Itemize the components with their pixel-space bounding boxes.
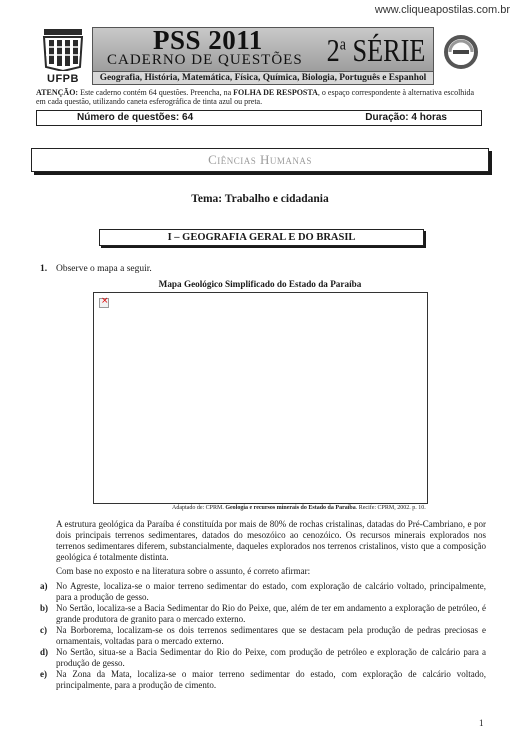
alternative-b — [40, 603, 486, 625]
alternative-c — [40, 625, 486, 647]
question-paragraph: A estrutura geológica da Paraíba é constituída por mais de 80% de rochas cristalinas, datadas do Pré-Cambriano, e por dois principais terrenos sedimentares, datados do mesozóico ao cenozóico. Os recursos minerais explorados nos terrenos sedimentares diferem, substancialmente, daqueles explorados nos terrenos cristalinos, visto que a composição geológica é totalmente distinta. — [56, 519, 486, 562]
serie-ordinal: a — [339, 34, 346, 54]
caption-bold: Geologia e recursos minerais do Estado da Paraíba — [225, 505, 356, 511]
caption-prefix: Adaptado de: CPRM. — [172, 505, 226, 511]
subsection-title: I – GEOGRAFIA GERAL E DO BRASIL — [99, 229, 424, 246]
alternative-letter: a) — [40, 581, 48, 591]
exam-duration: Duração: 4 horas — [365, 112, 447, 123]
comvest-logo-icon — [444, 35, 478, 69]
ufpb-emblem-icon — [40, 27, 86, 71]
exam-header — [36, 27, 482, 85]
alternative-letter: e) — [40, 669, 47, 679]
page-number: 1 — [479, 718, 484, 728]
question-intro: Observe o mapa a seguir. — [56, 264, 152, 274]
serie-label — [326, 32, 425, 69]
notice-label: ATENÇÃO: — [36, 88, 79, 97]
notice-text-after: , o espaço correspondente à alternativa escolhida em cada questão, utilizando caneta esferográfica de tinta azul ou preta. — [36, 88, 475, 106]
theme-title: Tema: Trabalho e cidadania — [191, 193, 329, 205]
exam-title: PSS 2011 — [153, 25, 263, 55]
serie-word: SÉRIE — [352, 32, 425, 68]
alternative-letter: d) — [40, 647, 49, 657]
disciplines-bar: Geografia, História, Matemática, Física, Química, Biologia, Português e Espanhol — [92, 71, 434, 85]
question-count: Número de questões: 64 — [77, 112, 194, 123]
map-title: Mapa Geológico Simplificado do Estado da Paraíba — [158, 279, 362, 289]
alternative-text: Na Borborema, localizam-se os dois terrenos sedimentares que se destacam pela produção de pedras preciosas e ornamentais, voltadas para o mercado externo. — [56, 625, 486, 646]
alternative-text: No Agreste, localiza-se o maior terreno sedimentar do estado, com exploração de calcário voltado, principalmente, para a produção de gesso. — [56, 581, 486, 602]
site-url[interactable]: www.cliqueapostilas.com.br — [374, 4, 510, 16]
section-title: Ciências Humanas — [208, 152, 312, 167]
broken-image-icon — [99, 298, 109, 308]
title-box — [92, 27, 434, 73]
info-bar — [36, 110, 482, 126]
section-header — [31, 148, 489, 172]
alternative-e — [40, 669, 486, 691]
ufpb-logo-text: UFPB — [47, 73, 79, 85]
alternative-letter: c) — [40, 625, 47, 635]
comvest-logo — [444, 35, 478, 69]
question-number: 1. — [40, 264, 48, 274]
exam-subtitle: CADERNO DE QUESTÕES — [107, 52, 303, 68]
map-image-frame — [93, 292, 428, 504]
notice-bold: FOLHA DE RESPOSTA — [233, 88, 318, 97]
caption-suffix: . Recife: CPRM, 2002. p. 10. — [355, 505, 426, 511]
alternative-text: No Sertão, localiza-se a Bacia Sedimentar do Rio do Peixe, que, além de ter em andamento a exploração de petróleo, é grande produtora de granito para o mercado externo. — [56, 603, 486, 624]
map-caption — [172, 505, 426, 511]
alternative-a — [40, 581, 486, 603]
serie-number: 2 — [326, 32, 340, 68]
question-stem: Com base no exposto e na literatura sobre o assunto, é correto afirmar: — [56, 566, 311, 576]
notice-text-before: Este caderno contém 64 questões. Preencha, na — [80, 88, 234, 97]
ufpb-logo — [36, 27, 90, 85]
alternative-d — [40, 647, 486, 669]
notice — [36, 88, 482, 106]
alternative-letter: b) — [40, 603, 49, 613]
alternative-text: Na Zona da Mata, localiza-se o maior terreno sedimentar do estado, com exploração de calcário voltado, principalmente, para a produção de cimento. — [56, 669, 486, 690]
alternative-text: No Sertão, situa-se a Bacia Sedimentar do Rio do Peixe, com produção de petróleo e exploração de calcário para a produção de gesso. — [56, 647, 486, 668]
